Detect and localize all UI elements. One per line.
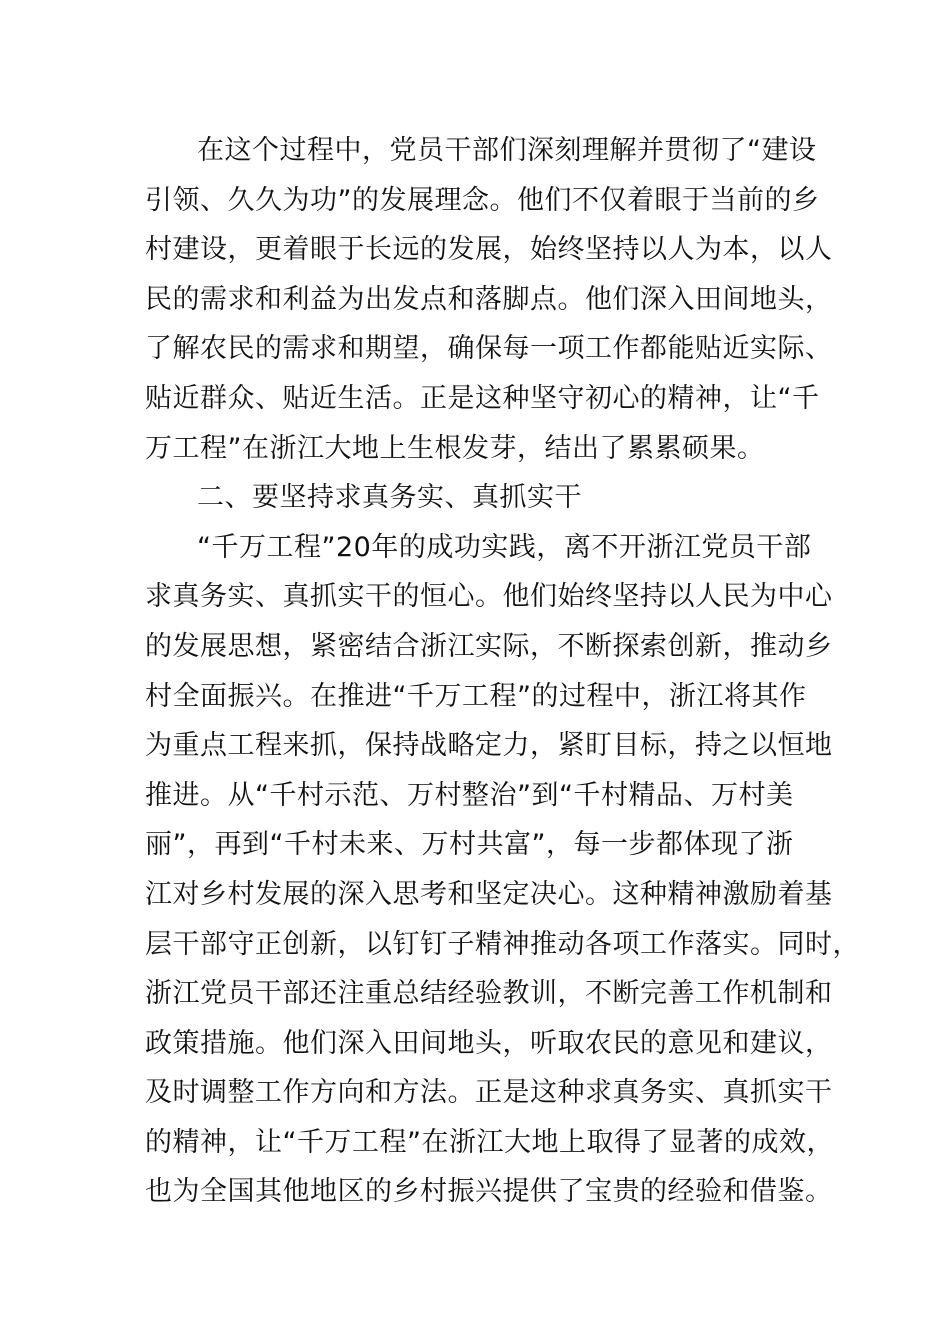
text-line: 的精神，让“千万工程”在浙江大地上取得了显著的成效， [145, 1126, 834, 1158]
text-line: 村建设，更着眼于长远的发展，始终坚持以人为本，以人 [145, 234, 833, 266]
text-line: 为重点工程来抓，保持战略定力，紧盯目标，持之以恒地 [145, 730, 833, 762]
text-line: 民的需求和利益为出发点和落脚点。他们深入田间地头， [145, 283, 833, 315]
text-line: 及时调整工作方向和方法。正是这种求真务实、真抓实干 [145, 1077, 833, 1109]
text-line: 万工程”在浙江大地上生根发芽，结出了累累硕果。 [145, 432, 765, 464]
text-line: 政策措施。他们深入田间地头，听取农民的意见和建议， [145, 1027, 833, 1059]
text-line: “千万工程”20年的成功实践，离不开浙江党员干部 [197, 531, 812, 563]
text-line: 江对乡村发展的深入思考和坚定决心。这种精神激励着基 [145, 878, 833, 910]
text-line: 了解农民的需求和期望，确保每一项工作都能贴近实际、 [145, 333, 833, 365]
text-line: 的发展思想，紧密结合浙江实际，不断探索创新，推动乡 [145, 630, 833, 662]
text-line: 在这个过程中，党员干部们深刻理解并贯彻了“建设 [197, 135, 817, 166]
paragraph-process-ideas [145, 126, 833, 473]
text-line: 层干部守正创新，以钉钉子精神推动各项工作落实。同时， [145, 928, 860, 960]
text-line: 推进。从“千村示范、万村整治”到“千村精品、万村美 [145, 779, 794, 811]
paragraph-practice [145, 523, 860, 1217]
text-line: 贴近群众、贴近生活。正是这种坚守初心的精神，让“千 [145, 382, 820, 414]
text-line: 丽”，再到“千村未来、万村共富”，每一步都体现了浙 [145, 829, 794, 861]
text-line: 村全面振兴。在推进“千万工程”的过程中，浙江将其作 [145, 680, 807, 712]
text-line: 也为全国其他地区的乡村振兴提供了宝贵的经验和借鉴。 [145, 1176, 833, 1208]
text-line: 引领、久久为功”的发展理念。他们不仅着眼于当前的乡 [145, 184, 820, 216]
document-body [145, 126, 860, 1217]
text-line: 求真务实、真抓实干的恒心。他们始终坚持以人民为中心 [145, 581, 833, 613]
heading-line: 二、要坚持求真务实、真抓实干 [197, 482, 582, 514]
section-heading [145, 473, 805, 523]
text-line: 浙江党员干部还注重总结经验教训，不断完善工作机制和 [145, 978, 833, 1010]
